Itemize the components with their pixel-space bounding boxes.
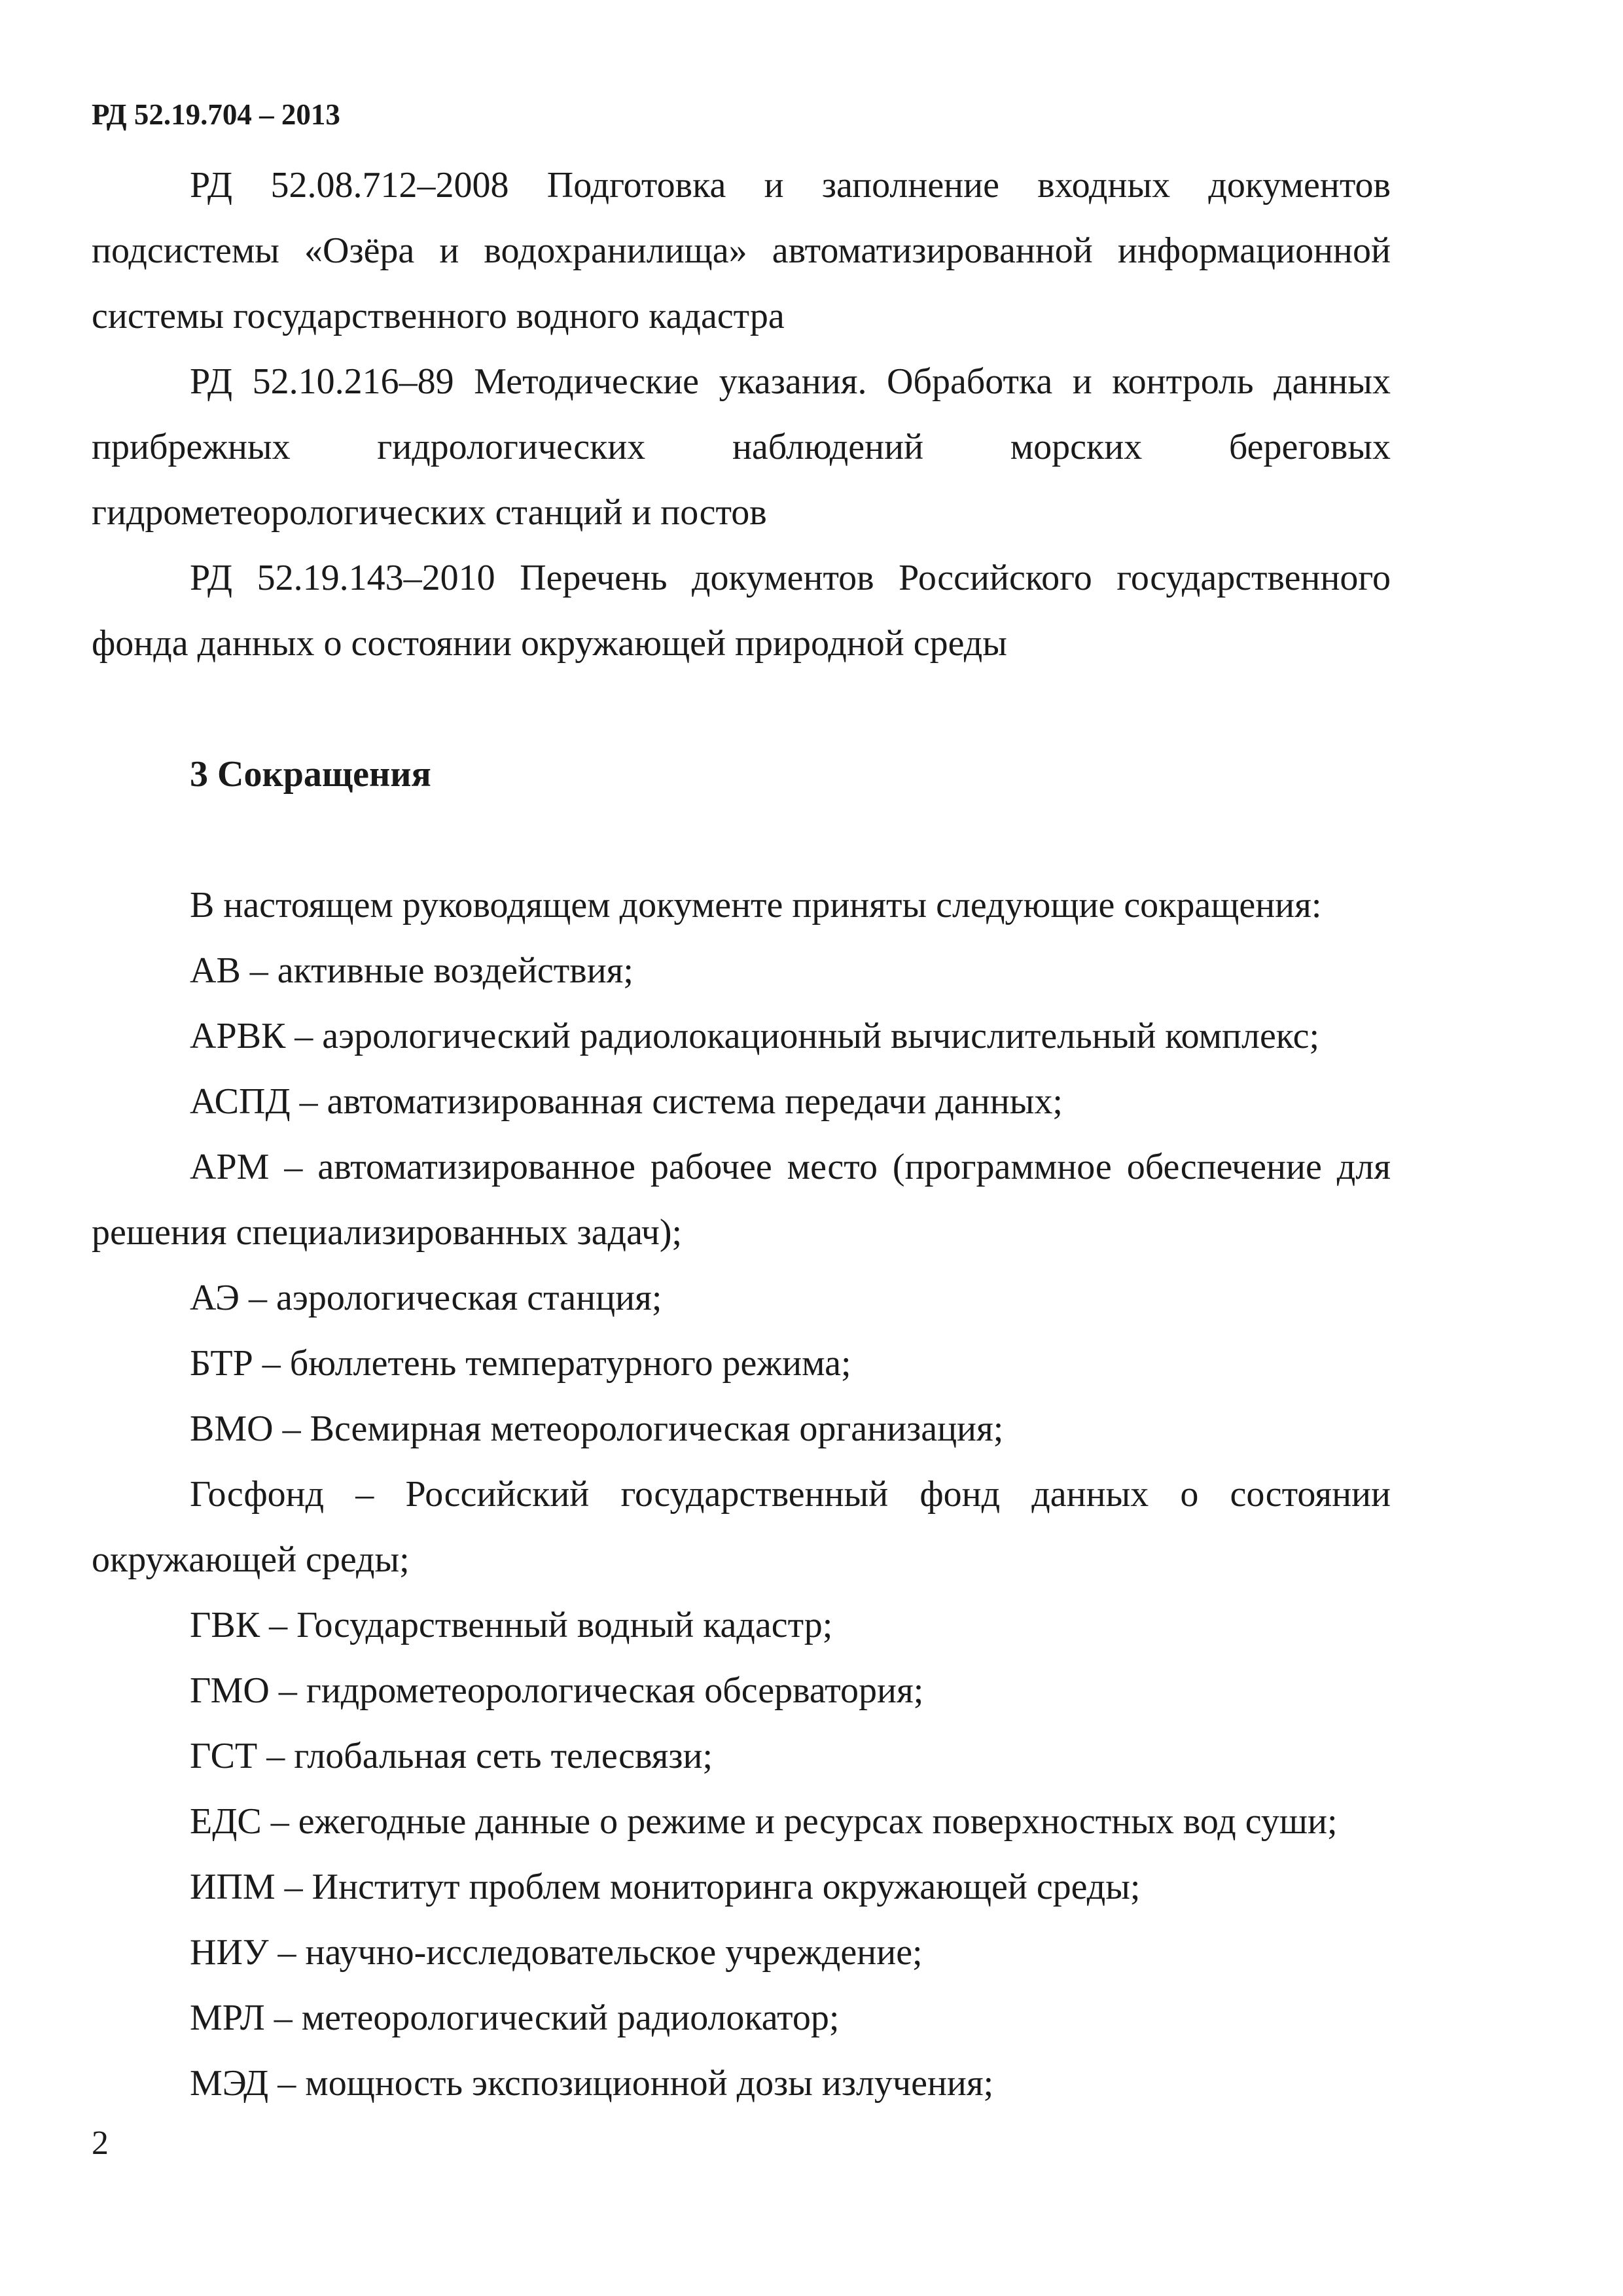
reference-rd-52-10-216-continued bbox=[92, 480, 1391, 545]
abbreviation-item: ИПМ – Институт проблем мониторинга окружающей среды; bbox=[190, 1867, 1141, 1907]
abbreviation-item: МРЛ – метеорологический радиолокатор; bbox=[190, 1998, 840, 2038]
abbreviation-item: ЕДС – ежегодные данные о режиме и ресурсах поверхностных вод суши; bbox=[190, 1801, 1338, 1842]
reference-rd-52-19-143 bbox=[92, 545, 1391, 676]
abbreviation-item: АРВК – аэрологический радиолокационный вычислительный комплекс; bbox=[190, 1016, 1320, 1056]
abbreviation-item: ГМО – гидрометеорологическая обсерватория; bbox=[190, 1670, 924, 1711]
reference-rd-52-08-712 bbox=[92, 152, 1391, 349]
abbreviation-item: АВ – активные воздействия; bbox=[190, 950, 633, 991]
abbreviation-item: АСПД – автоматизированная система передачи данных; bbox=[190, 1081, 1063, 1122]
reference-text: РД 52.10.216–89 Методические указания. Обработка и контроль данных прибрежных гидрологических наблюдений морских береговых bbox=[92, 361, 1391, 467]
abbreviation-item: АЭ – аэрологическая станция; bbox=[190, 1278, 662, 1318]
reference-text: РД 52.08.712–2008 Подготовка и заполнение входных документов подсистемы «Озёра и водохранилища» автоматизированной информационной системы государственного водного кадастра bbox=[92, 165, 1391, 336]
abbreviation-item-arm bbox=[92, 1134, 1391, 1265]
abbreviation-item: ГСТ – глобальная сеть телесвязи; bbox=[190, 1736, 713, 1776]
document-code-header: РД 52.19.704 – 2013 bbox=[92, 98, 340, 131]
abbreviation-item: НИУ – научно-исследовательское учреждение; bbox=[190, 1932, 923, 1973]
reference-text: РД 52.19.143–2010 Перечень документов Российского государственного фонда данных о состоянии окружающей природной среды bbox=[92, 558, 1391, 664]
reference-text: гидрометеорологических станций и постов bbox=[92, 492, 767, 533]
abbreviation-item: АРМ – автоматизированное рабочее место (программное обеспечение для решения специализированных задач); bbox=[92, 1147, 1391, 1253]
abbreviation-item: ВМО – Всемирная метеорологическая организация; bbox=[190, 1408, 1004, 1449]
page-number: 2 bbox=[92, 2125, 109, 2162]
abbreviation-item-gosfond bbox=[92, 1462, 1391, 1592]
section-intro: В настоящем руководящем документе приняты следующие сокращения: bbox=[190, 885, 1322, 925]
section-heading: 3 Сокращения bbox=[190, 754, 431, 795]
abbreviation-item: Госфонд – Российский государственный фонд данных о состоянии окружающей среды; bbox=[92, 1474, 1391, 1580]
reference-rd-52-10-216 bbox=[92, 349, 1391, 480]
abbreviation-item: МЭД – мощность экспозиционной дозы излучения; bbox=[190, 2063, 994, 2104]
abbreviation-item: БТР – бюллетень температурного режима; bbox=[190, 1343, 851, 1384]
abbreviation-item: ГВК – Государственный водный кадастр; bbox=[190, 1605, 833, 1645]
